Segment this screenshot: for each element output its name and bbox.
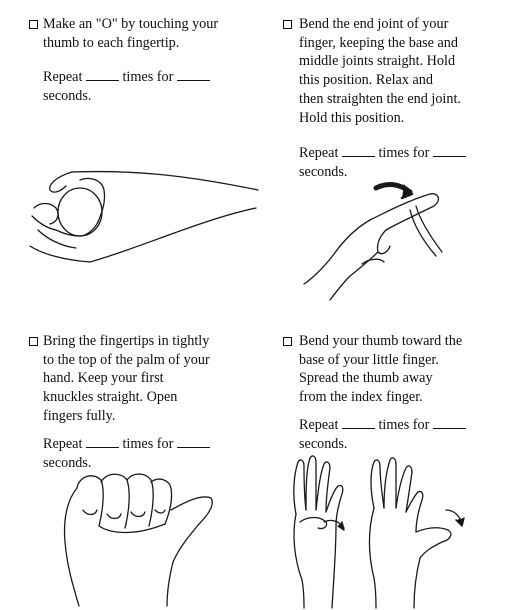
instruction-line: Bring the fingertips in tightly <box>43 333 210 349</box>
repeat-count-blank[interactable] <box>342 144 375 157</box>
duration-blank[interactable] <box>177 435 210 448</box>
duration-blank[interactable] <box>433 416 466 429</box>
instruction-line: Hold this position. <box>299 109 405 126</box>
times-for-label: times for <box>122 436 174 452</box>
repeat-label: Repeat <box>43 436 83 452</box>
repeat-label: Repeat <box>299 417 339 433</box>
repeat-instruction <box>43 435 263 472</box>
repeat-instruction <box>43 68 263 105</box>
repeat-count-blank[interactable] <box>342 416 375 429</box>
seconds-label: seconds. <box>43 454 92 471</box>
instruction-line: hand. Keep your first <box>43 370 164 387</box>
checkbox[interactable] <box>29 20 38 29</box>
instruction-line: Bend the end joint of your <box>299 16 449 32</box>
exercise-instruction <box>299 332 519 407</box>
repeat-instruction <box>299 144 519 181</box>
instruction-line: base of your little finger. <box>299 351 439 368</box>
duration-blank[interactable] <box>433 144 466 157</box>
hand-fingertips-to-palm-icon <box>55 470 225 608</box>
instruction-line: Spread the thumb away <box>299 370 433 387</box>
thumb-bend-spread-icon <box>286 454 476 608</box>
times-for-label: times for <box>378 145 430 161</box>
times-for-label: times for <box>378 417 430 433</box>
seconds-label: seconds. <box>43 87 92 104</box>
instruction-line: to the top of the palm of your <box>43 351 210 368</box>
repeat-label: Repeat <box>43 69 83 85</box>
duration-blank[interactable] <box>177 68 210 81</box>
checkbox[interactable] <box>283 337 292 346</box>
instruction-line: fingers fully. <box>43 407 116 424</box>
instruction-line: knuckles straight. Open <box>43 389 178 406</box>
repeat-instruction <box>299 416 519 453</box>
repeat-count-blank[interactable] <box>86 68 119 81</box>
instruction-line: Bend your thumb toward the <box>299 333 463 349</box>
exercise-instruction <box>299 15 519 127</box>
times-for-label: times for <box>122 69 174 85</box>
instruction-line: finger, keeping the base and <box>299 34 458 51</box>
seconds-label: seconds. <box>299 163 348 180</box>
repeat-label: Repeat <box>299 145 339 161</box>
instruction-line: this position. Relax and <box>299 72 433 89</box>
instruction-line: from the index finger. <box>299 389 423 406</box>
exercise-instruction <box>43 332 263 426</box>
repeat-count-blank[interactable] <box>86 435 119 448</box>
instruction-line: then straighten the end joint. <box>299 90 461 107</box>
seconds-label: seconds. <box>299 435 348 452</box>
checkbox[interactable] <box>29 337 38 346</box>
checkbox[interactable] <box>283 20 292 29</box>
instruction-line: thumb to each fingertip. <box>43 34 180 51</box>
instruction-line: middle joints straight. Hold <box>299 53 456 70</box>
finger-end-joint-bend-icon <box>300 180 480 305</box>
instruction-line: Make an "O" by touching your <box>43 16 219 32</box>
exercise-instruction <box>43 15 263 52</box>
hand-o-shape-icon <box>20 150 260 280</box>
